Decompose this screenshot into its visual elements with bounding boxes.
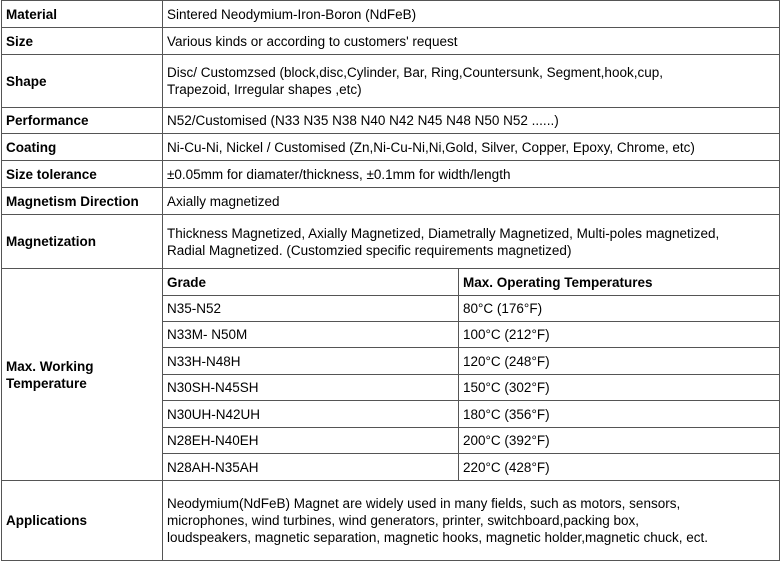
grade-cell: N28EH-N40EH [163, 428, 459, 454]
row-label-size-tolerance: Size tolerance [2, 161, 163, 188]
table-row [2, 161, 780, 188]
row-label-applications: Applications [2, 481, 163, 561]
temperature-cell: 200°C (392°F) [459, 428, 780, 454]
magnetization-line-2: Radial Magnetized. (Customzied specific requirements magnetized) [167, 242, 572, 258]
row-value-magnetism-direction: Axially magnetized [163, 188, 780, 215]
temperature-cell: 120°C (248°F) [459, 348, 780, 375]
row-value-material: Sintered Neodymium-Iron-Boron (NdFeB) [163, 1, 780, 28]
row-value-size-tolerance: ±0.05mm for diamater/thickness, ±0.1mm for width/length [163, 161, 780, 188]
grade-header: Grade [163, 269, 459, 296]
table-row [2, 55, 780, 108]
magnetization-line-1: Thickness Magnetized, Axially Magnetized, Diametrally Magnetized, Multi-poles magnetized, [167, 225, 720, 241]
row-value-coating: Ni-Cu-Ni, Nickel / Customised (Zn,Ni-Cu-Ni,Ni,Gold, Silver, Copper, Epoxy, Chrome, etc) [163, 134, 780, 161]
grade-cell: N33H-N48H [163, 348, 459, 375]
temperature-header: Max. Operating Temperatures [459, 269, 780, 296]
temperature-cell: 100°C (212°F) [459, 322, 780, 348]
row-label-shape: Shape [2, 55, 163, 108]
row-label-magnetization: Magnetization [2, 215, 163, 269]
row-label-coating: Coating [2, 134, 163, 161]
row-label-magnetism-direction: Magnetism Direction [2, 188, 163, 215]
grade-cell: N33M- N50M [163, 322, 459, 348]
shape-line-2: Trapezoid, Irregular shapes ,etc) [167, 82, 362, 97]
table-row [2, 134, 780, 161]
table-row [2, 269, 780, 296]
shape-line-1: Disc/ Customzsed (block,disc,Cylinder, Bar, Ring,Countersunk, Segment,hook,cup, [167, 65, 663, 80]
table-row [2, 1, 780, 28]
row-value-shape [163, 55, 780, 108]
working-temp-label-line-2: Temperature [6, 375, 87, 391]
spec-table [1, 0, 780, 561]
grade-cell: N30UH-N42UH [163, 401, 459, 428]
row-value-size: Various kinds or according to customers' request [163, 28, 780, 55]
row-value-applications [163, 481, 780, 561]
grade-cell: N35-N52 [163, 296, 459, 322]
table-row [2, 215, 780, 269]
row-value-magnetization [163, 215, 780, 269]
row-label-material: Material [2, 1, 163, 28]
table-row [2, 28, 780, 55]
grade-cell: N28AH-N35AH [163, 454, 459, 481]
row-value-performance: N52/Customised (N33 N35 N38 N40 N42 N45 N48 N50 N52 ......) [163, 108, 780, 134]
temperature-cell: 80°C (176°F) [459, 296, 780, 322]
applications-line-2: microphones, wind turbines, wind generators, printer, switchboard,packing box, [167, 513, 639, 528]
table-row [2, 481, 780, 561]
row-label-performance: Performance [2, 108, 163, 134]
temperature-cell: 150°C (302°F) [459, 375, 780, 401]
applications-line-1: Neodymium(NdFeB) Magnet are widely used in many fields, such as motors, sensors, [167, 496, 681, 511]
working-temp-label-line-1: Max. Working [6, 358, 94, 374]
temperature-cell: 220°C (428°F) [459, 454, 780, 481]
table-row [2, 108, 780, 134]
row-label-size: Size [2, 28, 163, 55]
table-row [2, 188, 780, 215]
grade-cell: N30SH-N45SH [163, 375, 459, 401]
temperature-cell: 180°C (356°F) [459, 401, 780, 428]
applications-line-3: loudspeakers, magnetic separation, magnetic hooks, magnetic holder,magnetic chuck, ect. [167, 530, 709, 545]
row-label-max-working-temperature [2, 269, 163, 481]
